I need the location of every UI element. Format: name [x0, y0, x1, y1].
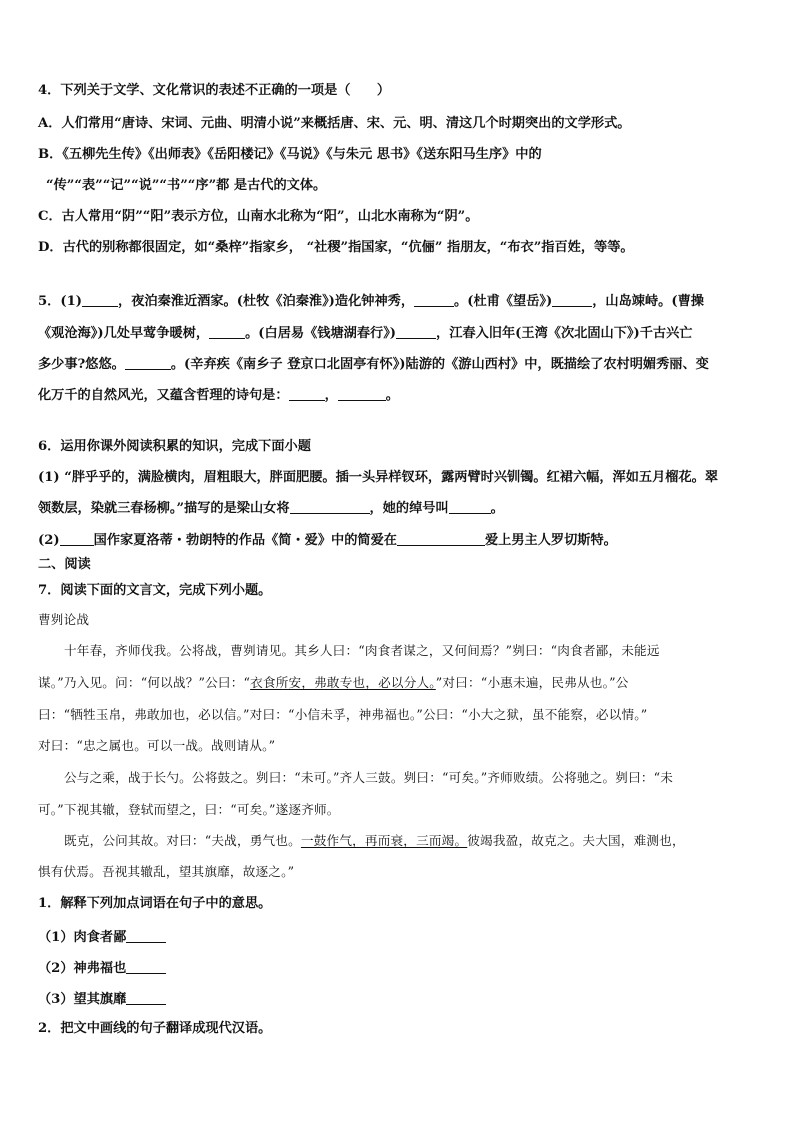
q4-option-a: A．人们常用“唐诗、宋词、元曲、明清小说”来概括唐、宋、元、明、清这几个时期突出的文学形式。 [38, 116, 631, 131]
passage-line: 十年春，齐师伐我。公将战，曹刿请见。其乡人曰：“肉食者谋之，又何间焉？”刿曰：“肉食者鄙，未能远 [64, 643, 660, 658]
answer-blank[interactable] [82, 292, 118, 307]
q4-option-b-line2: “传”“表”“记”“说”“书”“序”都 是古代的文体。 [46, 178, 327, 193]
passage-line: 既克，公问其故。对曰：“夫战，勇气也。一鼓作气，再而衰，三而竭。彼竭我盈，故克之。夫大国，难测也， [64, 833, 685, 848]
subq1-item3: （3）望其旗靡 [38, 990, 166, 1010]
passage-line: 谋。”乃入见。问：“何以战？”公曰：“衣食所安，弗敢专也，必以分人。”对曰：“小惠未遍，民弗从也。”公 [38, 675, 629, 690]
answer-blank[interactable] [126, 990, 166, 1005]
q5-line1: 5．(1) ，夜泊秦淮近酒家。(杜牧《泊秦淮》)造化钟神秀， 。(杜甫《望岳》) ，山岛竦峙。(曹操 [38, 294, 704, 309]
q4-option-d: D．古代的别称都很固定，如“桑梓”指家乡， “社稷”指国家，“伉俪” 指朋友，“布衣”指百姓，等等。 [38, 240, 634, 255]
passage-line: 公与之乘，战于长勺。公将鼓之。刿曰：“未可。”齐人三鼓。刿曰：“可矣。”齐师败绩。公将驰之。刿曰：“未 [64, 770, 674, 785]
underlined-sentence: 一鼓作气，再而衰，三而竭。 [300, 833, 468, 848]
q4-option-b-line1: B．《五柳先生传》《出师表》《岳阳楼记》《马说》《与朱元 思书》《送东阳马生序》中的 [38, 147, 542, 162]
q5-line3: 多少事?悠悠。 。(辛弃疾《南乡子 登京口北固亭有怀》)陆游的《游山西村》中，既描绘了农村明媚秀丽、变 [38, 357, 709, 372]
q4-option-c: C．古人常用“阴”“阳”表示方位，山南水北称为“阳”，山北水南称为“阴”。 [38, 209, 479, 224]
passage-line: 对曰：“忠之属也。可以一战。战则请从。” [38, 738, 276, 753]
q4-stem: 4．下列关于文学、文化常识的表述不正确的一项是（ ） [38, 83, 391, 98]
passage-line: 惧有伏焉。吾视其辙乱，望其旗靡，故逐之。” [38, 864, 295, 879]
subq1-item1: （1）肉食者鄙 [38, 928, 166, 948]
passage-title: 曹刿论战 [38, 612, 90, 627]
answer-blank[interactable] [126, 959, 166, 974]
answer-blank[interactable] [209, 324, 245, 339]
answer-blank[interactable] [125, 355, 171, 370]
subq1-item2: （2）神弗福也 [38, 959, 166, 979]
answer-blank[interactable] [396, 324, 436, 339]
answer-blank[interactable] [414, 292, 454, 307]
answer-blank[interactable] [449, 499, 491, 514]
answer-blank[interactable] [290, 499, 370, 514]
section-heading: 二、阅读 [38, 557, 91, 572]
q5-label: 5．(1) [38, 294, 83, 309]
answer-blank[interactable] [338, 386, 386, 401]
q5-line4: 化万千的自然风光，又蕴含哲理的诗句是： ， 。 [38, 388, 399, 403]
passage-line: 曰：“牺牲玉帛，弗敢加也，必以信。”对曰：“小信未孚，神弗福也。”公曰：“小大之狱，虽不能察，必以情。” [38, 707, 648, 722]
subq2-stem: 2．把文中画线的句子翻译成现代汉语。 [38, 1021, 272, 1036]
answer-blank[interactable] [397, 531, 485, 546]
underlined-sentence: 衣食所安，弗敢专也，必以分人。 [250, 675, 436, 690]
q7-stem: 7．阅读下面的文言文，完成下列小题。 [38, 583, 272, 598]
q6-part1-line1: (1) “胖乎乎的，满脸横肉，眉粗眼大，胖面肥腰。插一头异样钗环，露两臂时兴钏镯。红裙六幅，浑如五月榴花。翠 [38, 470, 719, 485]
passage-line: 可。”下视其辙，登轼而望之，曰：“可矣。”遂逐齐师。 [38, 802, 340, 817]
subq1-stem: 1．解释下列加点词语在句子中的意思。 [38, 896, 272, 911]
q6-part1-line2: 领数层，染就三春杨柳。”描写的是梁山女将 ，她的绰号叫 。 [38, 501, 504, 516]
q6-part2: (2) 国作家夏洛蒂・勃朗特的作品《简・爱》中的简爱在 爱上男主人罗切斯特。 [38, 533, 617, 548]
answer-blank[interactable] [126, 928, 166, 943]
answer-blank[interactable] [60, 531, 94, 546]
q6-stem: 6．运用你课外阅读积累的知识，完成下面小题 [38, 439, 311, 454]
answer-blank[interactable] [289, 386, 325, 401]
q5-line2: 《观沧海》)几处早莺争暖树， 。(白居易《钱塘湖春行》) ，江春入旧年(王湾《次北固山下》)千古兴亡 [38, 326, 693, 341]
answer-blank[interactable] [552, 292, 592, 307]
